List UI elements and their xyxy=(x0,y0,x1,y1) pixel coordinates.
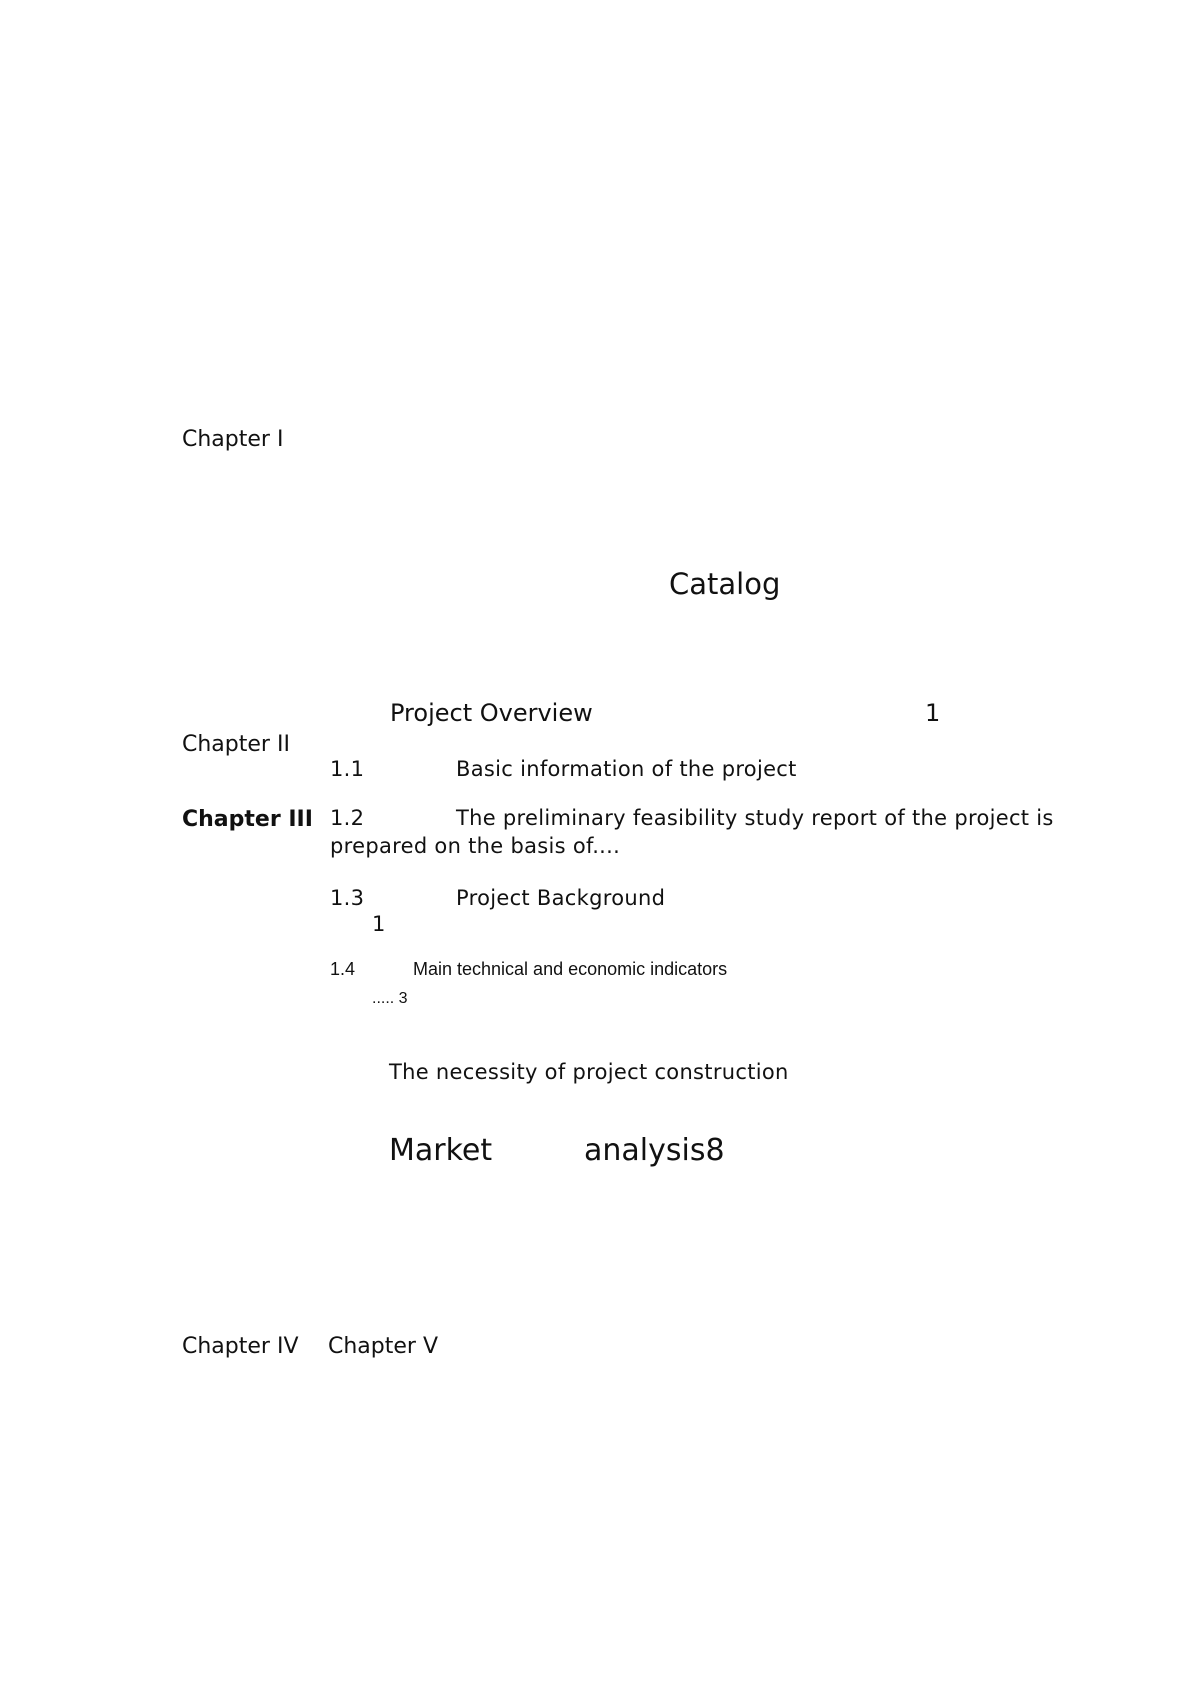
entry-1-3-number: 1.3 xyxy=(330,886,365,910)
entry-1-3-title: Project Background xyxy=(456,886,666,910)
chapter-iv-label: Chapter IV xyxy=(182,1334,299,1359)
project-overview-page: 1 xyxy=(925,699,941,727)
entry-1-1-title: Basic information of the project xyxy=(456,757,797,781)
chapter-ii-label: Chapter II xyxy=(182,732,290,757)
entry-1-4-title: Main technical and economic indicators xyxy=(413,959,728,979)
necessity-heading: The necessity of project construction xyxy=(389,1060,789,1084)
entry-1-4-number: 1.4 xyxy=(330,959,356,979)
project-overview-title: Project Overview xyxy=(390,699,593,727)
chapter-i-label: Chapter I xyxy=(182,427,284,452)
catalog-title: Catalog xyxy=(669,567,781,601)
entry-1-2-title: The preliminary feasibility study report of the project is prepared on the basis of.... xyxy=(330,806,1054,858)
entry-1-1-number: 1.1 xyxy=(330,757,365,781)
entry-1-4-page: ..... 3 xyxy=(372,990,408,1007)
analysis-word: analysis8 xyxy=(584,1133,725,1168)
chapter-v-label: Chapter V xyxy=(328,1334,438,1359)
chapter-iii-label: Chapter III xyxy=(182,807,313,832)
entry-1-2-number: 1.2 xyxy=(330,806,365,830)
market-word: Market xyxy=(389,1133,493,1168)
entry-1-3-page: 1 xyxy=(372,912,386,936)
